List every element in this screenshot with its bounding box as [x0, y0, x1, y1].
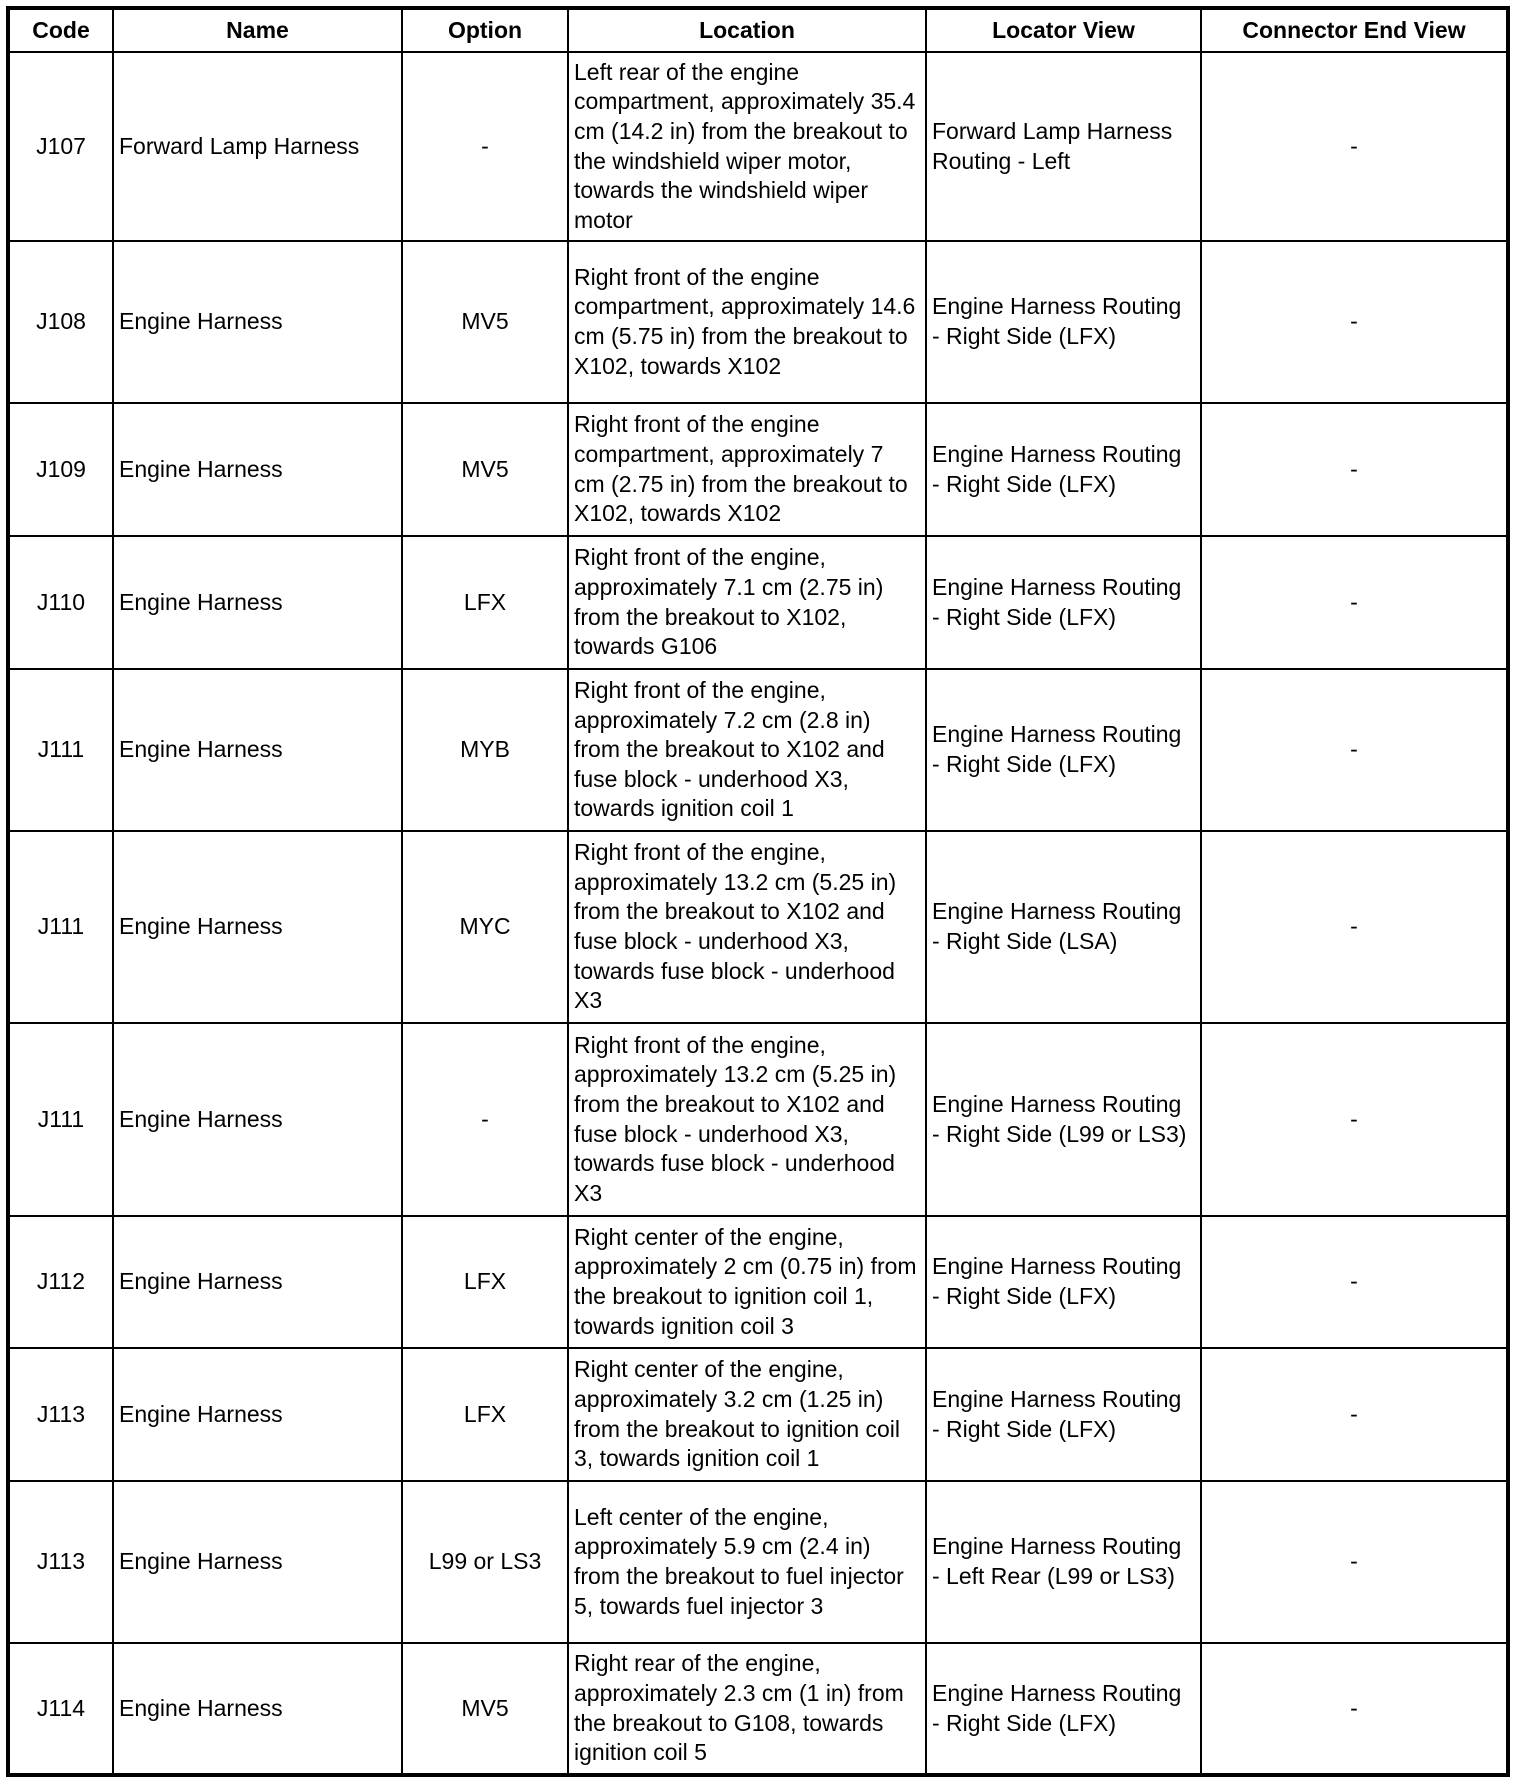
cell-locator: Engine Harness Routing - Left Rear (L99 or LS3)	[926, 1481, 1201, 1643]
cell-location: Right rear of the engine, approximately 2.3 cm (1 in) from the breakout to G108, towards ignition coil 5	[568, 1643, 926, 1775]
cell-code: J111	[8, 1023, 113, 1216]
cell-name: Engine Harness	[113, 1023, 402, 1216]
cell-name: Engine Harness	[113, 1216, 402, 1348]
table-row	[8, 536, 1508, 669]
cell-end-view: -	[1201, 403, 1508, 536]
cell-name: Engine Harness	[113, 669, 402, 831]
cell-locator: Engine Harness Routing - Right Side (L99 or LS3)	[926, 1023, 1201, 1216]
cell-end-view: -	[1201, 1481, 1508, 1643]
cell-option: -	[402, 1023, 568, 1216]
cell-name: Engine Harness	[113, 403, 402, 536]
cell-locator: Engine Harness Routing - Right Side (LFX)	[926, 536, 1201, 669]
cell-code: J111	[8, 831, 113, 1023]
cell-locator: Engine Harness Routing - Right Side (LFX)	[926, 669, 1201, 831]
cell-location: Right front of the engine, approximately 13.2 cm (5.25 in) from the breakout to X102 and fuse block - underhood X3, towards fuse block - underhood X3	[568, 831, 926, 1023]
cell-locator: Engine Harness Routing - Right Side (LFX)	[926, 1643, 1201, 1775]
header-location: Location	[568, 8, 926, 52]
cell-code: J107	[8, 52, 113, 241]
cell-end-view: -	[1201, 1023, 1508, 1216]
cell-location: Right front of the engine, approximately 7.1 cm (2.75 in) from the breakout to X102, towards G106	[568, 536, 926, 669]
cell-end-view: -	[1201, 669, 1508, 831]
cell-location: Right front of the engine, approximately 13.2 cm (5.25 in) from the breakout to X102 and fuse block - underhood X3, towards fuse block - underhood X3	[568, 1023, 926, 1216]
cell-end-view: -	[1201, 241, 1508, 403]
cell-end-view: -	[1201, 52, 1508, 241]
cell-option: LFX	[402, 536, 568, 669]
cell-option: MYB	[402, 669, 568, 831]
table-row	[8, 52, 1508, 241]
cell-code: J113	[8, 1481, 113, 1643]
cell-location: Right center of the engine, approximately 2 cm (0.75 in) from the breakout to ignition coil 1, towards ignition coil 3	[568, 1216, 926, 1348]
header-code: Code	[8, 8, 113, 52]
header-connector-end-view: Connector End View	[1201, 8, 1508, 52]
cell-location: Right center of the engine, approximately 3.2 cm (1.25 in) from the breakout to ignition coil 3, towards ignition coil 1	[568, 1348, 926, 1481]
cell-location: Left center of the engine, approximately 5.9 cm (2.4 in) from the breakout to fuel injector 5, towards fuel injector 3	[568, 1481, 926, 1643]
cell-name: Engine Harness	[113, 831, 402, 1023]
table-row	[8, 403, 1508, 536]
cell-name: Engine Harness	[113, 1481, 402, 1643]
cell-code: J112	[8, 1216, 113, 1348]
cell-option: LFX	[402, 1348, 568, 1481]
cell-code: J114	[8, 1643, 113, 1775]
cell-locator: Engine Harness Routing - Right Side (LFX)	[926, 403, 1201, 536]
cell-location: Left rear of the engine compartment, approximately 35.4 cm (14.2 in) from the breakout to the windshield wiper motor, towards the windshield wiper motor	[568, 52, 926, 241]
cell-locator: Engine Harness Routing - Right Side (LSA)	[926, 831, 1201, 1023]
cell-locator: Forward Lamp Harness Routing - Left	[926, 52, 1201, 241]
header-option: Option	[402, 8, 568, 52]
table-row	[8, 831, 1508, 1023]
cell-code: J108	[8, 241, 113, 403]
cell-option: MV5	[402, 403, 568, 536]
cell-option: MV5	[402, 241, 568, 403]
cell-location: Right front of the engine, approximately 7.2 cm (2.8 in) from the breakout to X102 and fuse block - underhood X3, towards ignition coil 1	[568, 669, 926, 831]
cell-name: Engine Harness	[113, 536, 402, 669]
cell-name: Engine Harness	[113, 1348, 402, 1481]
cell-end-view: -	[1201, 1216, 1508, 1348]
header-name: Name	[113, 8, 402, 52]
cell-option: L99 or LS3	[402, 1481, 568, 1643]
connector-table	[6, 6, 1510, 1777]
cell-locator: Engine Harness Routing - Right Side (LFX)	[926, 241, 1201, 403]
cell-end-view: -	[1201, 831, 1508, 1023]
table-row	[8, 241, 1508, 403]
cell-locator: Engine Harness Routing - Right Side (LFX)	[926, 1348, 1201, 1481]
cell-option: MV5	[402, 1643, 568, 1775]
cell-code: J110	[8, 536, 113, 669]
cell-code: J113	[8, 1348, 113, 1481]
table-row	[8, 1643, 1508, 1775]
cell-location: Right front of the engine compartment, approximately 14.6 cm (5.75 in) from the breakout to X102, towards X102	[568, 241, 926, 403]
cell-option: MYC	[402, 831, 568, 1023]
table-row	[8, 1216, 1508, 1348]
table-row	[8, 1023, 1508, 1216]
cell-option: LFX	[402, 1216, 568, 1348]
table-row	[8, 1481, 1508, 1643]
header-row	[8, 8, 1508, 52]
cell-location: Right front of the engine compartment, approximately 7 cm (2.75 in) from the breakout to X102, towards X102	[568, 403, 926, 536]
cell-end-view: -	[1201, 1348, 1508, 1481]
cell-name: Engine Harness	[113, 241, 402, 403]
cell-option: -	[402, 52, 568, 241]
cell-name: Engine Harness	[113, 1643, 402, 1775]
cell-code: J111	[8, 669, 113, 831]
cell-locator: Engine Harness Routing - Right Side (LFX)	[926, 1216, 1201, 1348]
cell-end-view: -	[1201, 1643, 1508, 1775]
cell-end-view: -	[1201, 536, 1508, 669]
cell-name: Forward Lamp Harness	[113, 52, 402, 241]
cell-code: J109	[8, 403, 113, 536]
header-locator-view: Locator View	[926, 8, 1201, 52]
table-row	[8, 669, 1508, 831]
table-row	[8, 1348, 1508, 1481]
